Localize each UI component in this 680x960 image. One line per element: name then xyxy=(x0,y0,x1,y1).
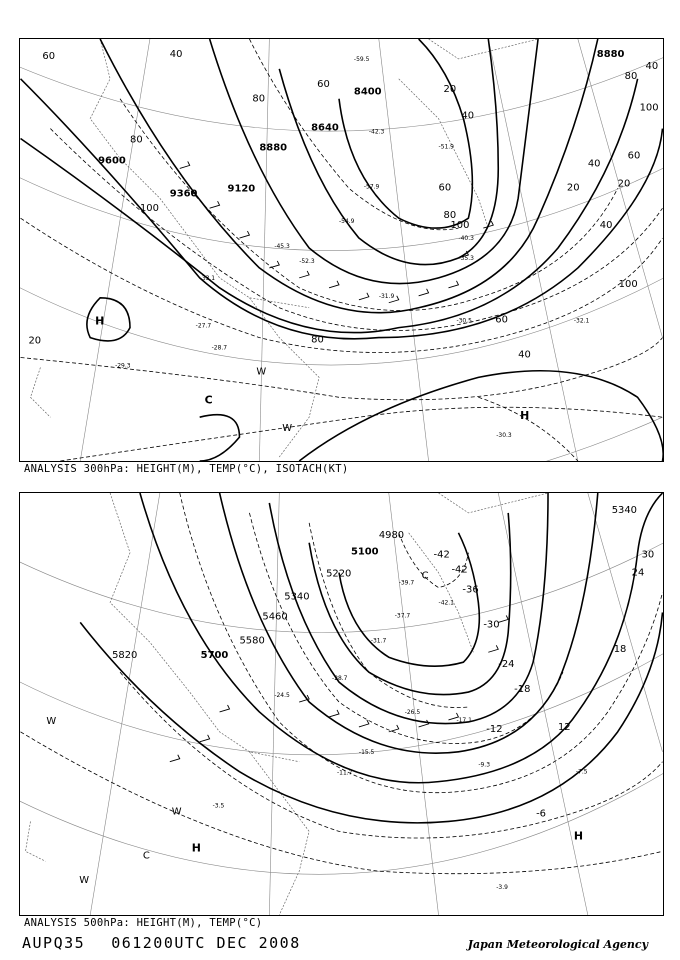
isotherm-label: -12 xyxy=(486,723,503,735)
isotherm-label: -24 xyxy=(498,659,515,671)
temp-label: -57.9 xyxy=(363,183,380,191)
height-label: 9120 xyxy=(227,183,256,195)
temp-label: -27.7 xyxy=(195,322,212,330)
height-label: 9360 xyxy=(169,188,198,200)
isotach-label: 20 xyxy=(28,335,42,347)
station-label: -17.1 xyxy=(456,716,472,724)
isotach-label: 60 xyxy=(438,182,452,194)
temp-label: -30.3 xyxy=(496,432,512,440)
isotach-label: 80 xyxy=(443,210,457,222)
temp-label: -28.7 xyxy=(211,344,228,352)
height-label: 5220 xyxy=(326,568,352,580)
cold-center-marker: C xyxy=(142,850,150,862)
station-label: -11.7 xyxy=(337,769,353,777)
isotherm-label: -18 xyxy=(514,684,531,696)
isotach-label: 40 xyxy=(169,48,183,60)
height-label: 5340 xyxy=(284,591,310,603)
isotach-label: 100 xyxy=(450,220,470,232)
temp-label: -31.9 xyxy=(378,292,395,300)
station-label: -24.5 xyxy=(274,692,290,700)
warm-center-marker: W xyxy=(171,806,182,818)
isotherm-label: -36 xyxy=(462,584,479,596)
temp-label: -59.5 xyxy=(353,55,370,63)
isotherm-label: 18 xyxy=(613,644,627,656)
height-label: 5820 xyxy=(112,650,138,662)
isotherm-label: 24 xyxy=(631,567,645,579)
height-label: 8640 xyxy=(311,122,339,134)
temp-label: -52.3 xyxy=(299,257,315,265)
high-pressure-marker: H xyxy=(520,409,530,423)
isotach-label: 40 xyxy=(587,158,601,170)
isotherm-label: -42 xyxy=(451,564,468,576)
isotach-label: 80 xyxy=(130,134,143,146)
height-label: 8400 xyxy=(353,86,382,98)
station-label: -15.5 xyxy=(358,748,375,756)
temp-label: -51.9 xyxy=(438,143,454,151)
high-pressure-marker: H xyxy=(191,841,201,855)
isotach-contours xyxy=(21,39,663,461)
station-label: -3.9 xyxy=(496,884,508,892)
isotach-label: 40 xyxy=(599,220,613,232)
isotach-label: 40 xyxy=(461,110,475,122)
temp-label: -30.5 xyxy=(456,317,472,325)
height-label: 4980 xyxy=(378,529,405,541)
isotach-label: 60 xyxy=(627,150,641,162)
warm-center-marker: W xyxy=(79,875,90,887)
map-500hpa-panel xyxy=(19,492,664,916)
high-pressure-marker: H xyxy=(573,829,584,843)
isotach-label: 100 xyxy=(139,203,159,215)
station-label: -39.7 xyxy=(398,579,415,587)
isotach-label: 80 xyxy=(311,334,324,346)
isotherm-label: 12 xyxy=(557,721,571,733)
station-label: -3.5 xyxy=(212,802,225,810)
temperature-labels xyxy=(115,56,589,439)
isotherm-label: -6 xyxy=(536,808,546,820)
coastline xyxy=(25,493,548,915)
pressure-system-markers xyxy=(95,315,529,434)
isotach-label: 80 xyxy=(624,70,638,82)
height-label: 5340 xyxy=(611,504,638,516)
station-label: -28.7 xyxy=(332,675,348,683)
height-labels xyxy=(98,49,624,199)
isotach-label: 60 xyxy=(495,314,508,326)
station-label: -37.7 xyxy=(394,612,411,620)
temp-label: -40.3 xyxy=(458,235,474,243)
height-label: 9600 xyxy=(98,155,126,167)
wind-barbs xyxy=(170,615,508,761)
map-300hpa-drawing xyxy=(20,39,663,461)
station-label: -26.5 xyxy=(404,708,421,716)
isotach-label: 100 xyxy=(618,278,638,290)
isotach-label: 20 xyxy=(566,182,580,194)
temp-label: -33.1 xyxy=(199,274,216,282)
temp-label: -45.3 xyxy=(274,243,290,251)
temp-label: -32.1 xyxy=(573,317,590,325)
height-label: 5460 xyxy=(262,611,288,623)
station-label: -42.1 xyxy=(438,599,454,607)
isotach-label: 80 xyxy=(252,93,266,105)
map-300hpa-panel xyxy=(19,38,664,462)
product-header xyxy=(22,934,301,952)
map-500hpa-caption: ANALYSIS 500hPa: HEIGHT(M), TEMP(°C) xyxy=(24,917,263,929)
height-label: 8880 xyxy=(596,48,625,60)
isotach-label: 40 xyxy=(645,60,659,72)
isotach-label: 100 xyxy=(639,102,659,114)
isotach-label: 60 xyxy=(317,78,330,90)
temp-label: -54.9 xyxy=(339,218,355,226)
station-label: -7.5 xyxy=(575,768,588,776)
warm-center-marker: W xyxy=(46,715,57,727)
isotherm-label: -30 xyxy=(483,619,500,631)
isotach-label: 60 xyxy=(42,50,56,62)
agency-credit: Japan Meteorological Agency xyxy=(467,938,648,951)
temp-label: -29.3 xyxy=(115,362,131,370)
height-label: 8880 xyxy=(259,142,288,154)
isotach-label: 20 xyxy=(443,83,457,95)
temp-label: -35.3 xyxy=(458,254,474,262)
height-label: 5580 xyxy=(239,635,265,647)
valid-datetime: 061200UTC DEC 2008 xyxy=(111,934,301,952)
isotherm-label: -42 xyxy=(433,549,450,561)
station-label: -31.7 xyxy=(370,637,387,645)
height-label: 5700 xyxy=(200,650,229,662)
isotach-label: 40 xyxy=(518,349,531,361)
station-labels xyxy=(213,580,588,892)
product-code: AUPQ35 xyxy=(22,934,86,952)
isotherm-label: 30 xyxy=(641,549,655,561)
temp-label: -42.3 xyxy=(368,128,385,136)
height-label: 5100 xyxy=(350,546,379,558)
high-pressure-marker: H xyxy=(95,314,105,328)
warm-center-marker: W xyxy=(256,366,267,378)
isotach-label: 20 xyxy=(617,178,631,190)
map-300hpa-caption: ANALYSIS 300hPa: HEIGHT(M), TEMP(°C), ISOTACH(KT) xyxy=(24,463,349,475)
station-label: -9.3 xyxy=(478,761,491,769)
isotach-labels xyxy=(28,49,658,361)
cold-center-marker: C xyxy=(204,393,213,407)
cold-center-marker: C xyxy=(421,570,429,582)
map-500hpa-drawing xyxy=(20,493,663,915)
warm-center-marker: W xyxy=(282,423,293,435)
